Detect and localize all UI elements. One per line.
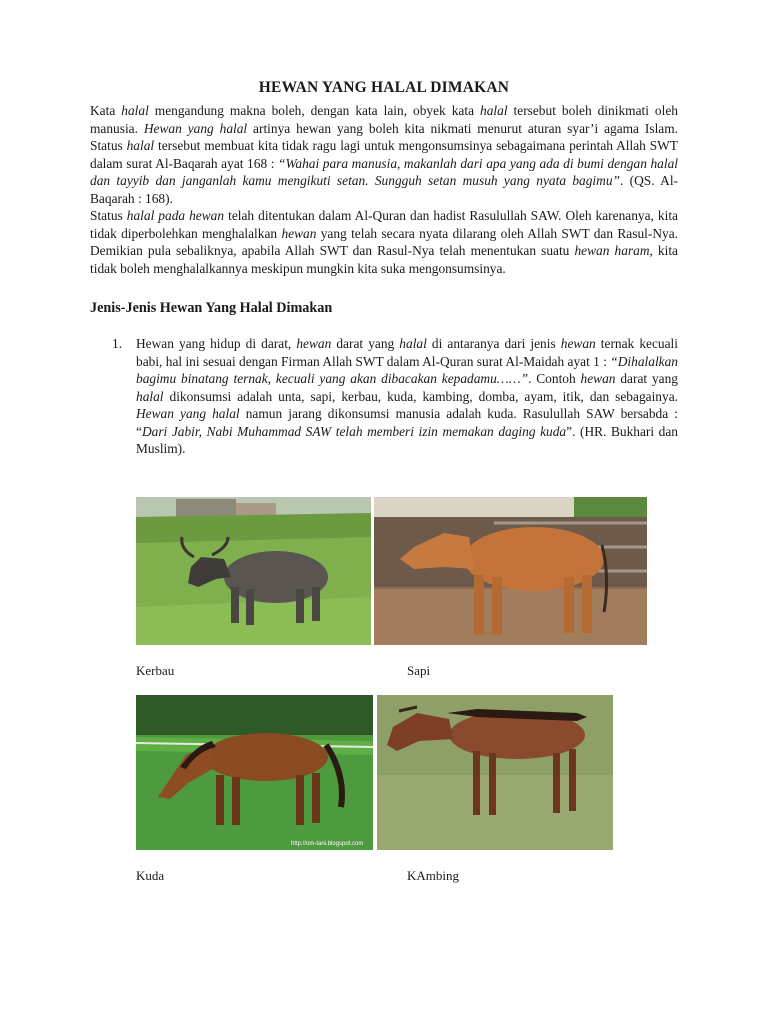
photo-kuda (136, 695, 373, 850)
page-title: HEWAN YANG HALAL DIMAKAN (258, 79, 510, 96)
text-run: di antaranya dari jenis (426, 336, 561, 351)
photo-kambing (377, 695, 613, 850)
list-item-text (136, 335, 678, 458)
text-run: yang telah secara nyata dilarang oleh Allah SWT dan Rasul-Nya. Demikian pula sebaliknya, apabila Allah SWT dan Rasul-Nya telah menentukan suatu (90, 225, 678, 258)
text-run: dikonsumsi adalah unta, sapi, kerbau, kuda, kambing, domba, ayam, itik, dan sebagainya. (163, 388, 678, 404)
text-run: Hewan yang hidup di darat, (136, 336, 297, 351)
section-heading: Jenis-Jenis Hewan Yang Halal Dimakan (90, 300, 333, 316)
text-run: ternak kecuali babi, hal ini sesuai dengan Firman Allah SWT dalam Al-Quran surat Al-Maidah ayat 1 : (136, 336, 678, 369)
text-run: namun jarang dikonsumsi manusia adalah kuda. Rasulullah SAW bersabda : “ (136, 406, 678, 439)
italic-text-run: halal pada hewan (126, 208, 225, 223)
italic-text-run: hewan (281, 225, 317, 241)
intro-paragraph-1 (90, 102, 678, 207)
italic-text-run: Hewan yang halal (136, 406, 240, 421)
text-run: darat yang (331, 336, 400, 351)
text-run: . (QS. Al-Baqarah : 168). (90, 173, 678, 206)
italic-text-run: halal (126, 138, 155, 153)
italic-text-run: Dari Jabir, Nabi Muhammad SAW telah memberi izin memakan daging kuda (141, 423, 567, 439)
text-run: telah ditentukan dalam Al-Quran dan hadist Rasulullah SAW. Oleh karenanya, kita tidak diperbolehkan menghalalkan (90, 208, 678, 241)
text-run: darat yang (615, 371, 678, 386)
caption-kuda: Kuda (136, 868, 165, 883)
text-run: Status (90, 208, 127, 223)
list-item-number: 1. (112, 336, 123, 351)
text-run: tersebut boleh dinikmati oleh manusia. (90, 103, 678, 136)
italic-text-run: halal (399, 336, 427, 351)
italic-text-run: halal (480, 103, 508, 118)
intro-paragraph-2 (90, 207, 678, 277)
list-item (90, 335, 678, 458)
photo-kerbau (136, 497, 371, 645)
italic-text-run: “Dihalalkan bagimu binatang ternak, kecuali yang akan dibacakan kepadamu……” (136, 353, 678, 386)
italic-text-run: hewan (580, 371, 616, 386)
italic-text-run: hewan haram (574, 243, 650, 258)
text-run: artinya hewan yang boleh kita nikmati menurut aturan syar’i agama Islam. Status (90, 120, 678, 153)
caption-kerbau: Kerbau (136, 663, 175, 678)
photo-watermark: http://om-tani.blogspot.com (291, 841, 364, 847)
text-run: ”. (HR. Bukhari dan Muslim). (136, 423, 679, 456)
document-body (90, 78, 678, 458)
caption-kambing: KAmbing (407, 868, 459, 883)
italic-text-run: hewan (560, 336, 596, 351)
italic-text-run: halal (121, 103, 149, 118)
text-run: tersebut membuat kita tidak ragu lagi untuk mengonsumsinya sebagaimana perintah Allah SWT dalam surat Al-Baqarah ayat 168 : (90, 138, 678, 171)
photo-sapi (374, 497, 647, 645)
italic-text-run: hewan (296, 336, 332, 351)
text-run: , kita tidak boleh menghalalkannya meskipun mungkin kita suka mengonsumsinya. (90, 243, 678, 276)
italic-text-run: halal (136, 388, 164, 404)
text-run: Kata (90, 103, 122, 118)
italic-text-run: Hewan yang halal (143, 120, 248, 136)
italic-text-run: “Wahai para manusia, makanlah dari apa yang ada di bumi dengan halal dan tayyib dan janganlah kamu mengikuti setan. Sungguh setan musuh yang nyata bagimu” (90, 155, 678, 188)
text-run: . Contoh (528, 371, 581, 386)
caption-sapi: Sapi (407, 663, 431, 678)
text-run: mengandung makna boleh, dengan kata lain, obyek kata (148, 103, 481, 118)
